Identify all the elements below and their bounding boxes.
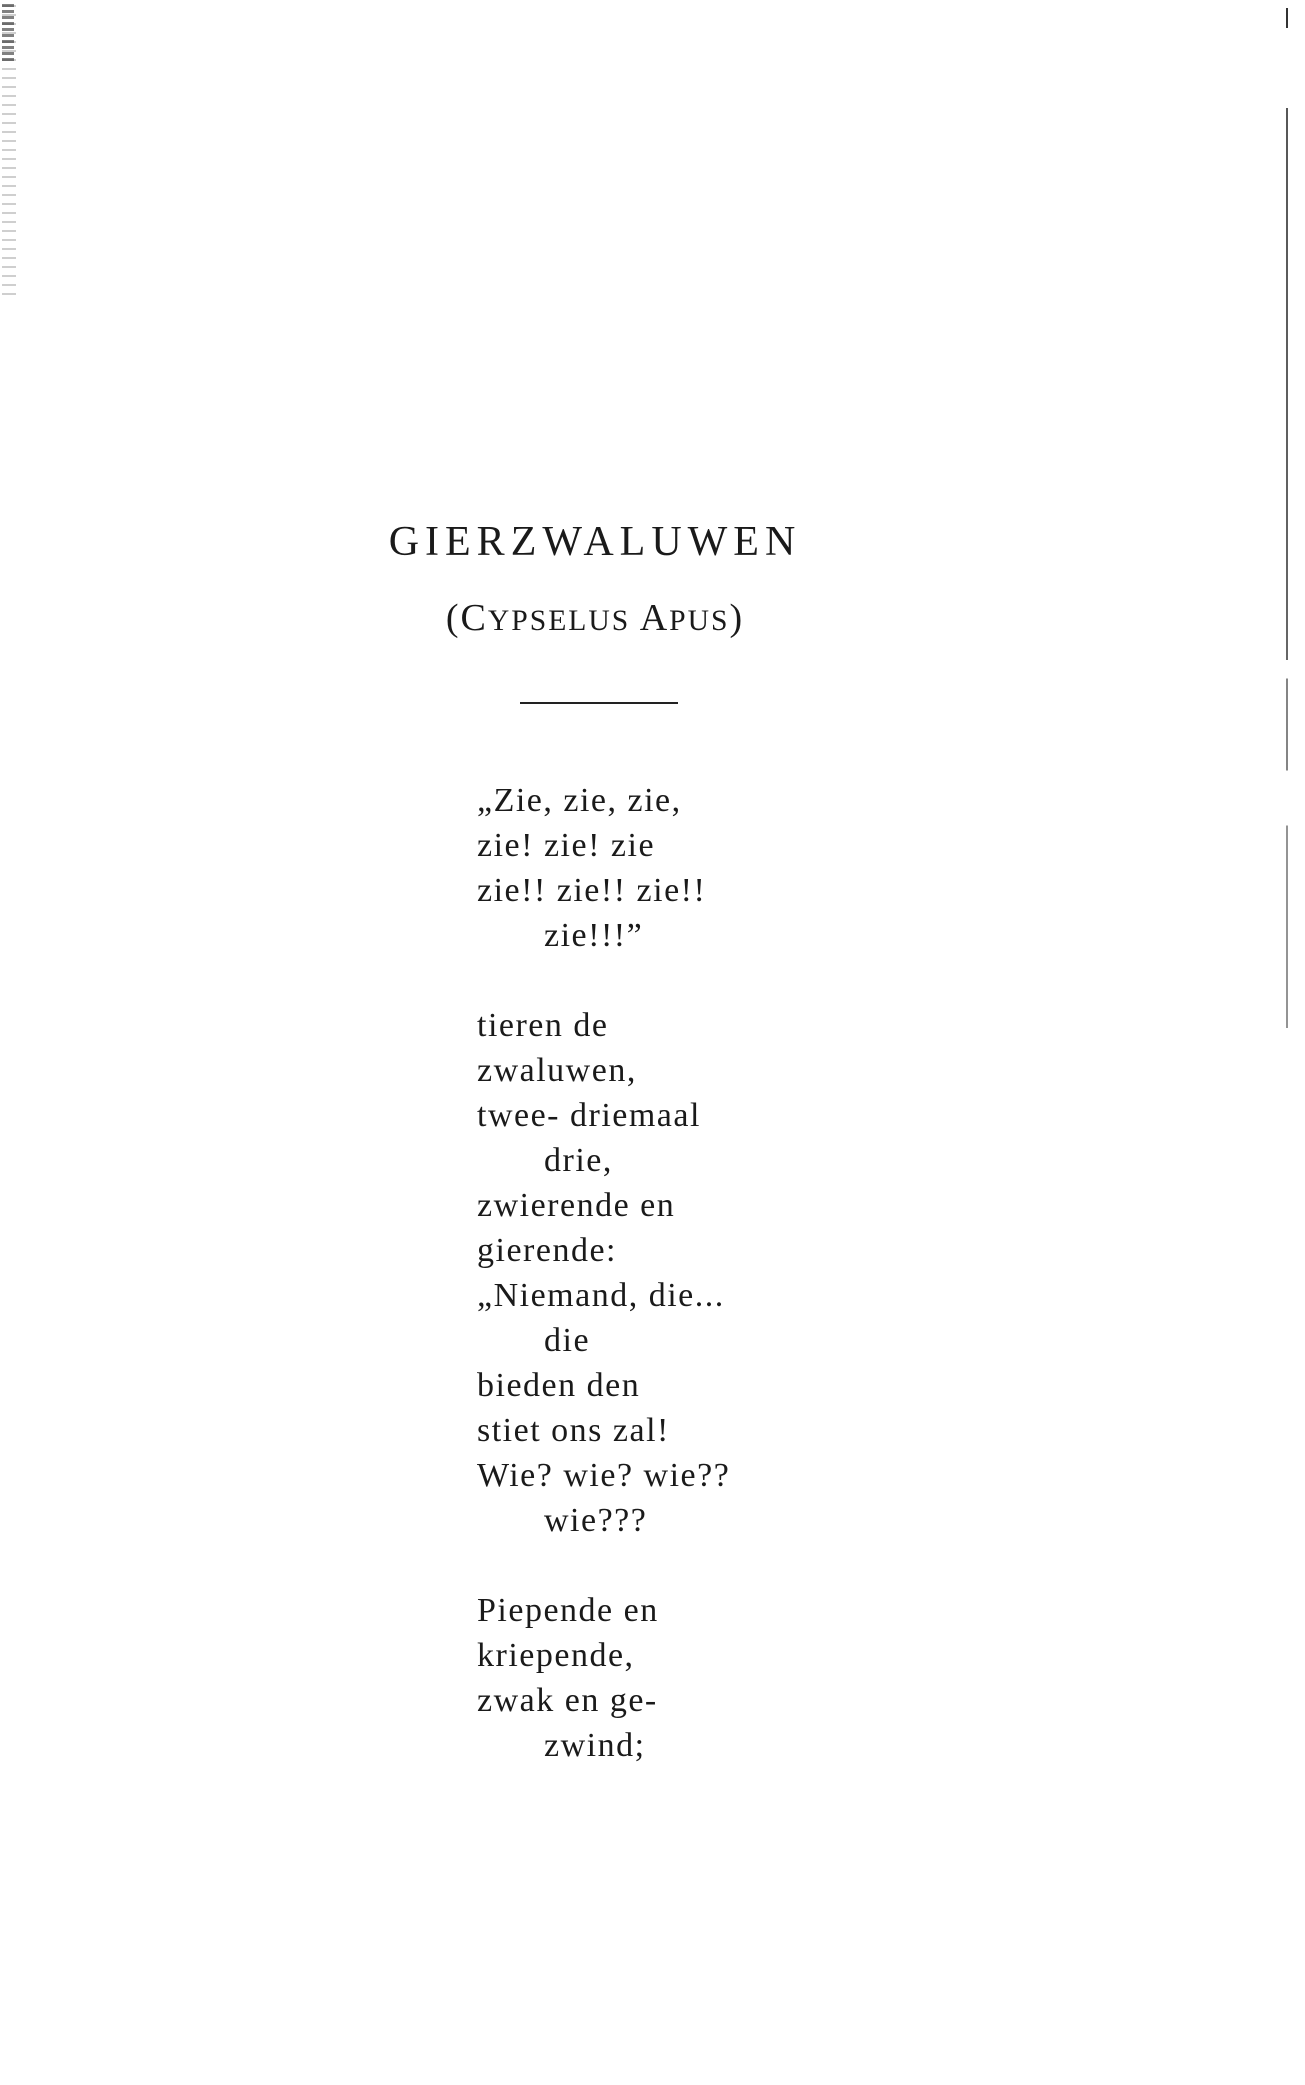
- poem-body: [477, 778, 730, 1768]
- scan-edge-mark-top-right: [1286, 8, 1288, 28]
- poem-line: zwak en ge-: [477, 1682, 658, 1719]
- poem-line: bieden den: [477, 1367, 641, 1404]
- scan-edge-mark-top-left: [2, 4, 14, 64]
- subtitle-open-paren: (: [445, 597, 461, 639]
- scan-edge-line-right: [1286, 108, 1288, 1028]
- poem-subtitle: [0, 596, 1190, 640]
- poem-title: GIERZWALUWEN: [388, 519, 802, 565]
- subtitle-word2-initial: A: [639, 597, 670, 639]
- title-divider: [520, 702, 678, 704]
- poem-line: „Niemand, die...: [477, 1277, 725, 1314]
- poem-line: die: [544, 1322, 591, 1359]
- poem-line: zie!! zie!! zie!!: [477, 872, 707, 909]
- poem-line: kriepende,: [477, 1637, 635, 1674]
- poem-line: zie! zie! zie: [477, 827, 656, 864]
- poem-line: gierende:: [477, 1232, 617, 1269]
- stanza-gap: [477, 1543, 730, 1588]
- poem-line: „Zie, zie, zie,: [477, 782, 682, 819]
- poem-line: stiet ons zal!: [477, 1412, 670, 1449]
- poem-line: wie???: [544, 1502, 648, 1539]
- subtitle-word1-initial: C: [460, 597, 488, 639]
- poem-line: zwaluwen,: [477, 1052, 637, 1089]
- subtitle-close-paren: ): [729, 597, 745, 639]
- subtitle-word2-rest: PUS: [669, 605, 730, 637]
- poem-line: Wie? wie? wie??: [477, 1457, 731, 1494]
- poem-line: Piepende en: [477, 1592, 659, 1629]
- poem-line: zie!!!”: [544, 917, 644, 954]
- poem-line: tieren de: [477, 1007, 609, 1044]
- stanza-gap: [477, 958, 730, 1003]
- poem-line: drie,: [544, 1142, 613, 1179]
- poem-line: zwind;: [544, 1727, 646, 1764]
- poem-line: twee- driemaal: [477, 1097, 701, 1134]
- subtitle-word1-rest: YPSELUS: [487, 605, 631, 637]
- poem-line: zwierende en: [477, 1187, 676, 1224]
